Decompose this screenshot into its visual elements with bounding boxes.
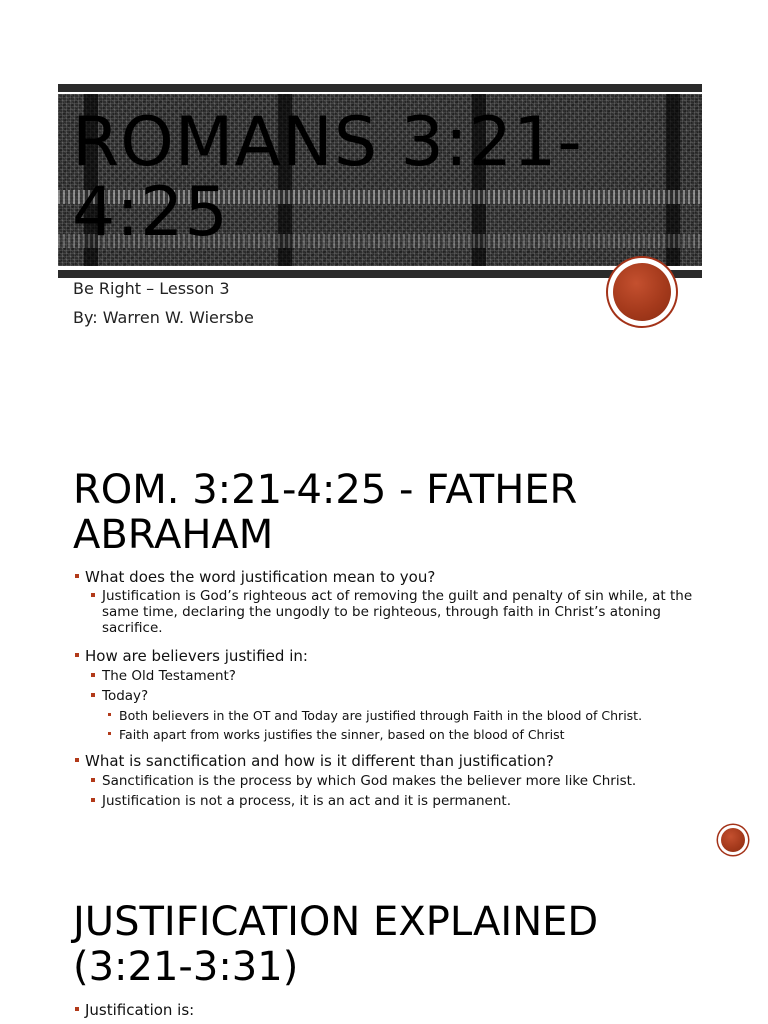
slide3-bullet-list [73,1001,713,1019]
slide1-subtitle-author: By: Warren W. Wiersbe [73,308,254,327]
bullet-level1: How are believers justified in: [73,647,713,665]
bullet-level1: What does the word justification mean to you? [73,568,713,586]
bullet-level2: Sanctification is the process by which God makes the believer more like Christ. [73,773,713,789]
slide2-bullet-list [73,568,713,809]
bullet-level2: Justification is God’s righteous act of removing the guilt and penalty of sin while, at the same time, declaring the ungodly to be righteous, through faith in Christ’s atoning sacrifice. [73,588,713,636]
red-circle-ornament [608,258,676,326]
bullet-level3: Both believers in the OT and Today are justified through Faith in the blood of Christ. [73,708,713,723]
bullet-level2: Justification is not a process, it is an act and it is permanent. [73,793,713,809]
bullet-level2: The Old Testament? [73,668,713,684]
title-band-bottom-border [58,268,702,278]
slide1-subtitle-lesson: Be Right – Lesson 3 [73,279,230,298]
slide3-title: JUSTIFICATION EXPLAINED (3:21-3:31) [73,899,599,990]
bullet-level2: Today? [73,688,713,704]
slide1-title: ROMANS 3:21-4:25 [72,103,583,252]
slide2-title: ROM. 3:21-4:25 - FATHER ABRAHAM [73,467,578,558]
bullet-level1: What is sanctification and how is it different than justification? [73,752,713,770]
red-circle-ornament-small [718,825,748,855]
bullet-level1: Justification is: [73,1001,713,1019]
bullet-level3: Faith apart from works justifies the sinner, based on the blood of Christ [73,727,713,742]
title-band-top-border [58,84,702,94]
